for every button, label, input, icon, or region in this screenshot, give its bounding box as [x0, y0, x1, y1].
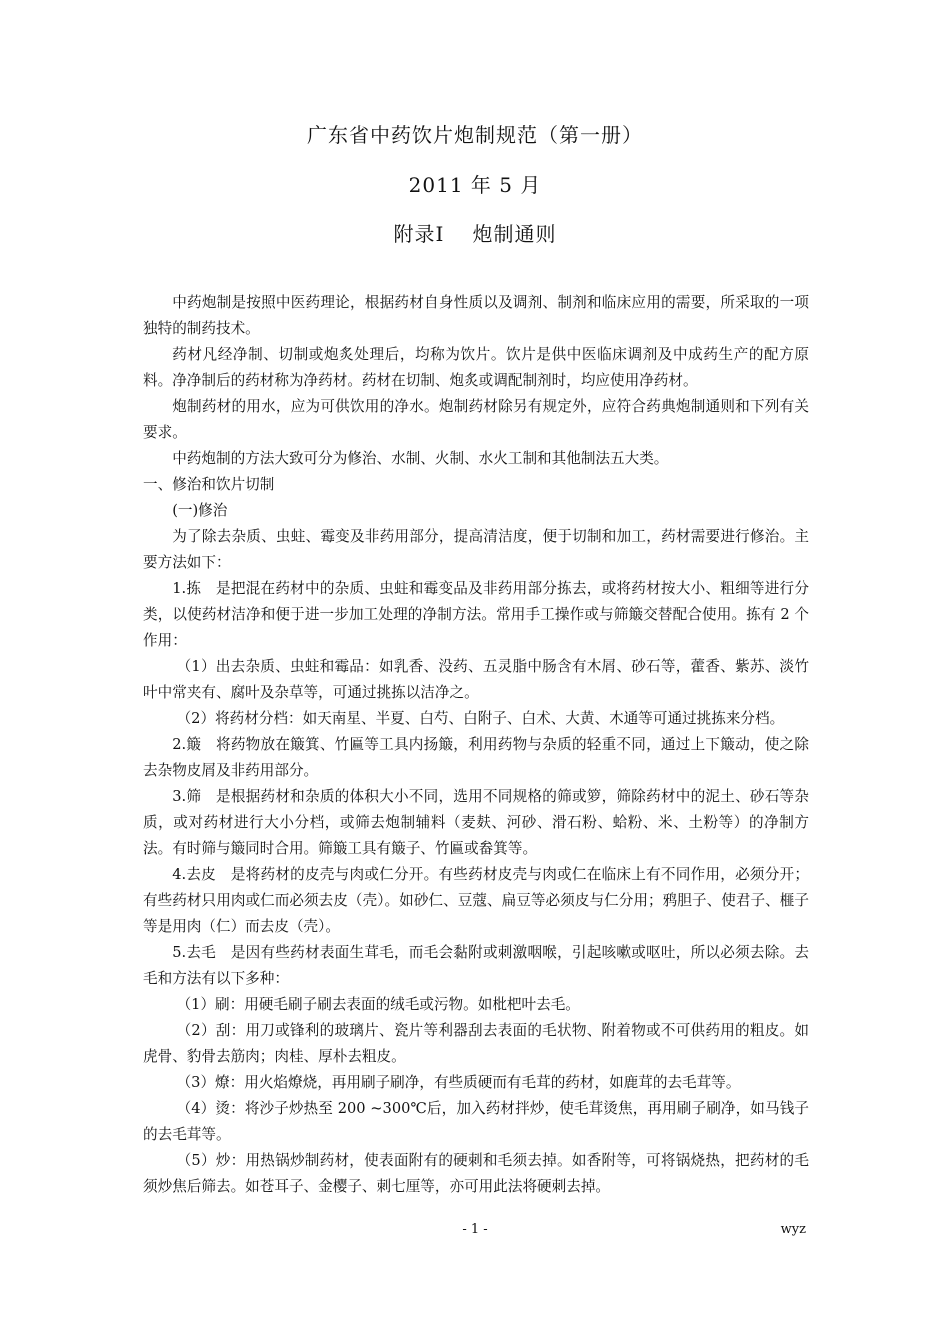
paragraph-water: 炮制药材的用水，应为可供饮用的净水。炮制药材除另有规定外，应符合药典炮制通则和下列有关要求。 — [143, 398, 809, 441]
document-body — [143, 290, 809, 1200]
paragraph-intro: 中药炮制是按照中医药理论，根据药材自身性质以及调剂、制剂和临床应用的需要，所采取的一项独特的制药技术。 — [143, 294, 809, 337]
item-term: 3.筛 — [172, 788, 202, 805]
item-term: 1.拣 — [172, 580, 202, 597]
footer-author: wyz — [780, 1222, 806, 1237]
sub-item: （2）将药材分档：如天南星、半夏、白芍、白附子、白术、大黄、木通等可通过挑拣来分档。 — [176, 710, 785, 727]
item-term: 2.簸 — [172, 736, 202, 753]
appendix-title: 炮制通则 — [472, 222, 557, 246]
subsection-heading: (一)修治 — [172, 502, 228, 519]
item-term: 4.去皮 — [172, 866, 217, 883]
list-item — [143, 784, 809, 862]
item-text: 是把混在药材中的杂质、虫蛀和霉变品及非药用部分拣去，或将药材按大小、粗细等进行分类，以使药材洁净和便于进一步加工处理的净制方法。常用手工操作或与筛簸交替配合使用。拣有 2 个作用： — [143, 580, 809, 649]
page-number: - 1 - — [462, 1222, 488, 1237]
list-item — [143, 732, 809, 784]
paragraph-purpose: 为了除去杂质、虫蛀、霉变及非药用部分，提高清洁度，便于切制和加工，药材需要进行修治。主要方法如下： — [143, 528, 809, 571]
paragraph-methods: 中药炮制的方法大致可分为修治、水制、火制、水火工制和其他制法五大类。 — [172, 450, 669, 467]
appendix-label: 附录Ⅰ — [393, 222, 445, 246]
document-title: 广东省中药饮片炮制规范（第一册） — [307, 123, 643, 147]
sub-item: （3）燎：用火焰燎烧，再用刷子刷净，有些质硬而有毛茸的药材，如鹿茸的去毛茸等。 — [176, 1074, 741, 1091]
sub-item: （1）刷：用硬毛刷子刷去表面的绒毛或污物。如枇杷叶去毛。 — [176, 996, 580, 1013]
list-item — [143, 862, 809, 940]
document-date: 2011 年 5 月 — [408, 173, 542, 197]
item-text: 是因有些药材表面生茸毛，而毛会黏附或刺激咽喉，引起咳嗽或呕吐，所以必须去除。去毛和方法有以下多种： — [143, 944, 809, 987]
sub-item: （1）出去杂质、虫蛀和霉品：如乳香、没药、五灵脂中肠含有木屑、砂石等，藿香、紫苏、淡竹叶中常夹有、腐叶及杂草等，可通过挑拣以洁净之。 — [143, 658, 809, 701]
sub-item: （4）烫：将沙子炒热至 200 ~300℃后，加入药材拌炒，使毛茸烫焦，再用刷子刷净，如马钱子的去毛茸等。 — [143, 1100, 809, 1143]
item-text: 是将药材的皮壳与肉或仁分开。有些药材皮壳与肉或仁在临床上有不同作用，必须分开；有些药材只用肉或仁而必须去皮（壳）。如砂仁、豆蔻、扁豆等必须皮与仁分用；鸦胆子、使君子、榧子等是用肉（仁）而去皮（壳）。 — [143, 866, 809, 935]
list-item — [143, 940, 809, 992]
section-heading: 一、修治和饮片切制 — [143, 476, 275, 493]
list-item — [143, 576, 809, 654]
sub-item: （2）刮：用刀或锋利的玻璃片、瓷片等利器刮去表面的毛状物、附着物或不可供药用的粗皮。如虎骨、豹骨去筋肉；肉桂、厚朴去粗皮。 — [143, 1022, 809, 1065]
sub-item: （5）炒：用热锅炒制药材，使表面附有的硬刺和毛须去掉。如香附等，可将锅烧热，把药材的毛须炒焦后筛去。如苍耳子、金樱子、刺七厘等，亦可用此法将硬刺去掉。 — [143, 1152, 809, 1195]
appendix-heading — [0, 220, 950, 248]
item-term: 5.去毛 — [172, 944, 217, 961]
item-text: 将药物放在簸箕、竹匾等工具内扬簸，利用药物与杂质的轻重不同，通过上下簸动，使之除去杂物皮屑及非药用部分。 — [143, 736, 809, 779]
item-text: 是根据药材和杂质的体积大小不同，选用不同规格的筛或箩，筛除药材中的泥土、砂石等杂质，或对药材进行大小分档，或筛去炮制辅料（麦麸、河砂、滑石粉、蛤粉、米、土粉等）的净制方法。有时筛与簸同时合用。筛簸工具有簸子、竹匾或畚箕等。 — [143, 788, 809, 857]
paragraph-definition: 药材凡经净制、切制或炮炙处理后，均称为饮片。饮片是供中医临床调剂及中成药生产的配方原料。净净制后的药材称为净药材。药材在切制、炮炙或调配制剂时，均应使用净药材。 — [143, 346, 809, 389]
